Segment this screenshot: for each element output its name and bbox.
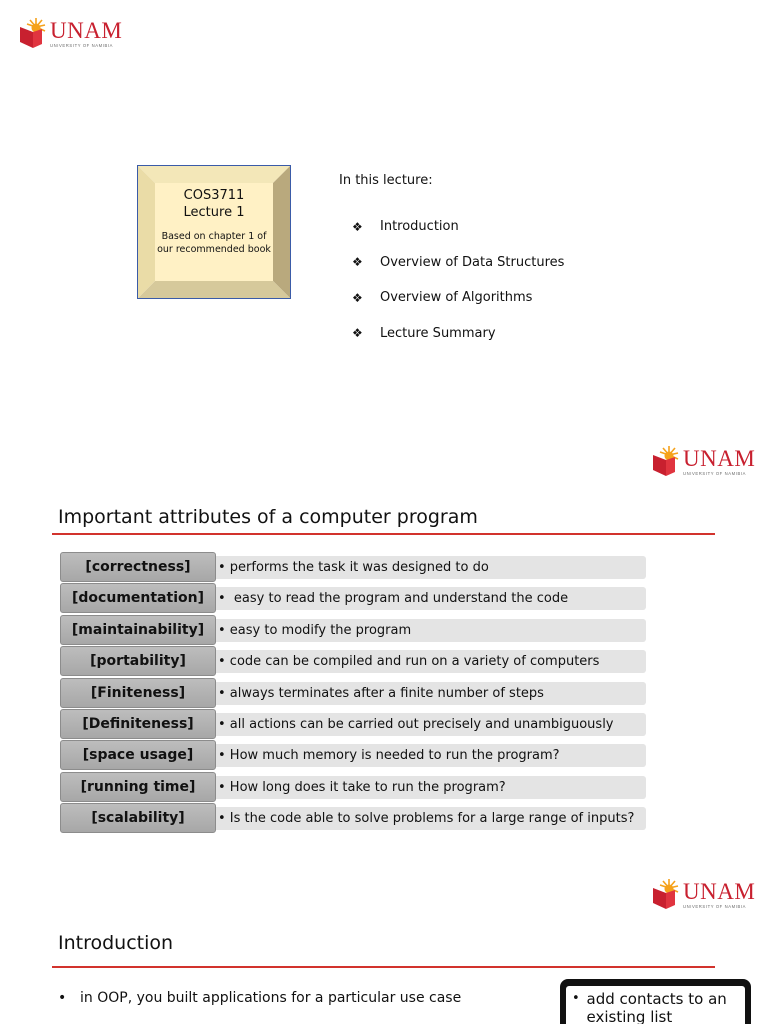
title-divider bbox=[52, 533, 715, 535]
attribute-description: • code can be compiled and run on a variety of computers bbox=[210, 650, 646, 673]
table-row bbox=[60, 709, 646, 740]
attribute-description: • easy to modify the program bbox=[210, 619, 646, 642]
attribute-label: [Finiteness] bbox=[60, 678, 216, 708]
diamond-bullet-icon: ❖ bbox=[352, 219, 363, 234]
attribute-label: [correctness] bbox=[60, 552, 216, 582]
logo-subtitle: UNIVERSITY OF NAMIBIA bbox=[50, 43, 114, 48]
table-row bbox=[60, 646, 646, 677]
attribute-label: [running time] bbox=[60, 772, 216, 802]
list-item bbox=[352, 316, 564, 352]
attribute-description: • performs the task it was designed to do bbox=[210, 556, 646, 579]
logo-brand: UNAM bbox=[683, 446, 756, 471]
logo-brand: UNAM bbox=[50, 18, 123, 43]
lecture-intro: In this lecture: bbox=[339, 173, 433, 188]
topic-label: Overview of Algorithms bbox=[380, 290, 533, 306]
unam-book-sun-icon bbox=[651, 445, 681, 479]
callout-text: add contacts to an existing list bbox=[586, 990, 727, 1024]
attribute-label: [portability] bbox=[60, 646, 216, 676]
list-item bbox=[352, 209, 564, 245]
attribute-label: [Definiteness] bbox=[60, 709, 216, 739]
attribute-label: [space usage] bbox=[60, 740, 216, 770]
attribute-description: • always terminates after a finite number of steps bbox=[210, 682, 646, 705]
logo-subtitle: UNIVERSITY OF NAMIBIA bbox=[683, 904, 747, 909]
lecture-topics bbox=[352, 209, 564, 351]
unam-logo bbox=[651, 445, 755, 479]
attribute-description: • all actions can be carried out precisely and unambiguously bbox=[210, 713, 646, 736]
list-item bbox=[58, 990, 461, 1006]
lecture-info-box bbox=[137, 165, 291, 299]
diamond-bullet-icon: ❖ bbox=[352, 290, 363, 305]
callout-content bbox=[566, 986, 745, 1024]
attribute-description: • How much memory is needed to run the program? bbox=[210, 744, 646, 767]
unam-book-sun-icon bbox=[651, 878, 681, 912]
attribute-label: [documentation] bbox=[60, 583, 216, 613]
topic-label: Lecture Summary bbox=[380, 325, 496, 341]
title-divider bbox=[52, 966, 715, 968]
table-row bbox=[60, 740, 646, 771]
table-row bbox=[60, 678, 646, 709]
diamond-bullet-icon: ❖ bbox=[352, 326, 363, 341]
bullet-icon: • bbox=[572, 991, 580, 1006]
intro-bullets bbox=[58, 990, 461, 1006]
logo-brand: UNAM bbox=[683, 879, 756, 904]
attribute-label: [scalability] bbox=[60, 803, 216, 833]
logo-subtitle: UNIVERSITY OF NAMIBIA bbox=[683, 471, 747, 476]
table-row bbox=[60, 583, 646, 614]
lecture-number: Lecture 1 bbox=[183, 205, 245, 220]
table-row bbox=[60, 552, 646, 583]
bullet-text: in OOP, you built applications for a particular use case bbox=[80, 990, 462, 1006]
bullet-icon: • bbox=[58, 990, 67, 1006]
lecture-note: Based on chapter 1 of our recommended book bbox=[157, 231, 271, 255]
topic-label: Introduction bbox=[380, 219, 459, 235]
attribute-label: [maintainability] bbox=[60, 615, 216, 645]
attributes-table bbox=[60, 552, 646, 835]
lecture-box-text bbox=[155, 183, 273, 281]
slide-title: Introduction bbox=[58, 932, 174, 954]
topic-label: Overview of Data Structures bbox=[380, 254, 565, 270]
diamond-bullet-icon: ❖ bbox=[352, 255, 363, 270]
unam-book-sun-icon bbox=[18, 17, 48, 51]
table-row bbox=[60, 615, 646, 646]
example-callout bbox=[560, 979, 751, 1024]
table-row bbox=[60, 803, 646, 834]
attribute-description: • How long does it take to run the program? bbox=[210, 776, 646, 799]
table-row bbox=[60, 772, 646, 803]
list-item bbox=[352, 280, 564, 316]
unam-logo bbox=[18, 17, 122, 51]
list-item bbox=[352, 245, 564, 281]
course-code: COS3711 bbox=[183, 188, 245, 203]
unam-logo bbox=[651, 878, 755, 912]
attribute-description: • Is the code able to solve problems for a large range of inputs? bbox=[210, 807, 646, 830]
attribute-description: • easy to read the program and understand the code bbox=[210, 587, 646, 610]
slide-title: Important attributes of a computer program bbox=[58, 506, 478, 528]
